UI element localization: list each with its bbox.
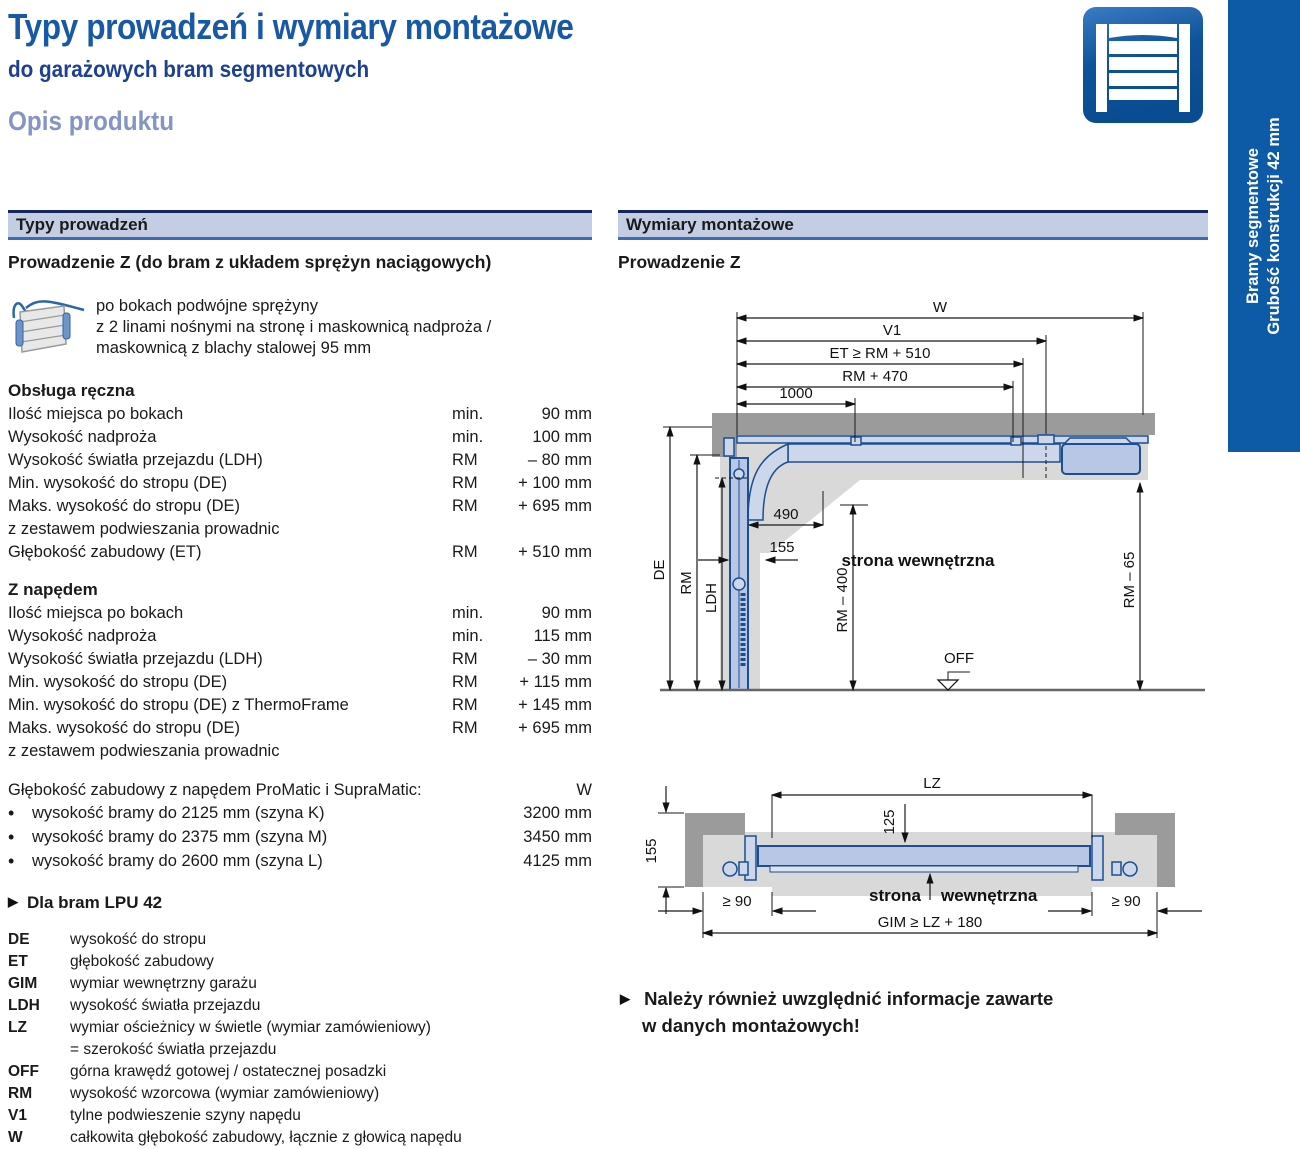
legend-key: OFF — [8, 1063, 39, 1080]
spec-label: z zestawem podwieszania prowadnic — [8, 742, 280, 760]
dim-ge90-left-label: ≥ 90 — [722, 893, 752, 910]
spec-value: + 510 mm — [518, 543, 592, 561]
spec-row — [8, 518, 592, 541]
legend-row — [8, 1017, 592, 1039]
icon-panel — [1109, 41, 1177, 54]
spec-label: Ilość miejsca po bokach — [8, 405, 184, 423]
off-label: OFF — [944, 650, 974, 667]
legend-row — [8, 929, 592, 951]
depth-label: wysokość bramy do 2600 mm (szyna L) — [32, 852, 323, 870]
track-hanger — [851, 437, 861, 445]
legend-desc: = szerokość światła przejazdu — [70, 1041, 277, 1058]
dim-gim-label: GIM ≥ LZ + 180 — [877, 914, 983, 931]
section-bar-track-types: Typy prowadzeń — [8, 210, 592, 240]
ceiling-clamp — [1038, 435, 1054, 444]
dim-w-label: W — [932, 299, 948, 316]
dim-v1-label: V1 — [882, 322, 902, 339]
icon-left-post — [1096, 24, 1107, 112]
bullet-icon — [8, 850, 32, 874]
depth-label: wysokość bramy do 2125 mm (szyna K) — [32, 804, 325, 822]
spec-label: Min. wysokość do stropu (DE) z ThermoFrame — [8, 696, 349, 714]
dim-rm65-label: RM – 65 — [1121, 551, 1138, 609]
off-flag — [948, 672, 970, 680]
spec-label: Ilość miejsca po bokach — [8, 604, 184, 622]
horizontal-track — [788, 444, 1060, 462]
intro-line: po bokach podwójne sprężyny — [96, 297, 318, 315]
legend-desc: wysokość do stropu — [70, 931, 207, 948]
dim-490-label: 490 — [773, 506, 799, 523]
spec-ref: RM — [452, 696, 478, 714]
spec-value: + 115 mm — [519, 673, 592, 691]
spec-value: + 695 mm — [518, 719, 592, 737]
spec-ref: RM — [452, 451, 478, 469]
lpu42-note — [8, 891, 592, 916]
left-roller-holder — [739, 862, 748, 875]
spec-label: Maks. wysokość do stropu (DE) — [8, 719, 240, 737]
spec-label: Maks. wysokość do stropu (DE) — [8, 497, 240, 515]
bullet-icon — [8, 826, 32, 850]
manual-heading: Obsługa ręczna — [8, 381, 135, 400]
legend-desc: całkowita głębokość zabudowy, łącznie z głowicą napędu — [70, 1129, 462, 1146]
mounting-note — [620, 986, 1053, 1038]
spec-ref — [452, 740, 504, 763]
dim-ldh-label: LDH — [703, 582, 720, 614]
door-leaf-plan — [758, 846, 1090, 866]
motor-head — [1062, 444, 1140, 474]
dim-rm-label: RM — [678, 571, 695, 595]
intro-block — [8, 294, 592, 365]
spec-value: – 80 mm — [527, 451, 592, 469]
legend-desc: wymiar wewnętrzny garażu — [70, 975, 257, 992]
legend-desc: wysokość wzorcowa (wymiar zamówieniowy) — [70, 1085, 380, 1102]
depth-unit: W — [576, 781, 592, 799]
depth-value: 3450 mm — [523, 828, 592, 846]
z-track-sketch-icon — [8, 294, 96, 365]
dim-et-label: ET ≥ RM + 510 — [829, 345, 931, 362]
spec-ref: RM — [452, 474, 478, 492]
right-roller-holder — [1112, 862, 1121, 875]
opening-band-step — [772, 887, 1092, 896]
intro-line: maskownicą z blachy stalowej 95 mm — [96, 339, 372, 357]
page-title: Typy prowadzeń i wymiary montażowe — [8, 6, 574, 47]
spec-ref: RM — [452, 543, 478, 561]
powered-heading: Z napędem — [8, 580, 98, 599]
spec-row — [8, 403, 592, 426]
legend-row — [8, 995, 592, 1017]
door-leaf-underband — [770, 866, 1078, 872]
page-subtitle: do garażowych bram segmentowych — [8, 56, 370, 82]
dim-1000-label: 1000 — [779, 385, 813, 402]
legend-row — [8, 1105, 592, 1127]
spec-row — [8, 648, 592, 671]
side-tab-line2: Grubość konstrukcji 42 mm — [1265, 117, 1283, 335]
dim-155-plan-label: 155 — [643, 838, 660, 864]
depth-row — [8, 850, 592, 874]
abbreviation-legend — [8, 929, 592, 1149]
spec-label: Min. wysokość do stropu (DE) — [8, 673, 228, 691]
depth-label: wysokość bramy do 2375 mm (szyna M) — [32, 828, 328, 846]
sketch-left-track — [16, 320, 23, 346]
left-column — [8, 210, 592, 1149]
mounting-note-line2: w danych montażowych! — [642, 1015, 860, 1036]
legend-desc: głębokość zabudowy — [70, 953, 214, 970]
depth-row — [8, 826, 592, 850]
spec-row — [8, 541, 592, 564]
spec-value — [504, 518, 592, 541]
spec-row — [8, 449, 592, 472]
inner-side-word2: wewnętrzna — [941, 886, 1038, 905]
spec-label: Wysokość nadproża — [8, 627, 157, 645]
spec-label: Min. wysokość do stropu (DE) — [8, 474, 228, 492]
intro-text — [96, 294, 491, 365]
off-ground-symbol — [938, 680, 958, 690]
spec-ref — [452, 518, 504, 541]
icon-panel — [1109, 57, 1177, 70]
garage-door-pictogram — [1083, 7, 1203, 123]
spec-value: 100 mm — [532, 428, 592, 446]
top-roller-bracket — [724, 438, 734, 456]
spec-ref: min. — [452, 627, 484, 645]
spec-value: + 100 mm — [518, 474, 592, 492]
dim-125-label: 125 — [881, 809, 898, 835]
spec-ref: RM — [452, 673, 478, 691]
spec-label: Wysokość światła przejazdu (LDH) — [8, 451, 263, 469]
spec-label: Wysokość nadproża — [8, 428, 157, 446]
spec-value: 90 mm — [541, 405, 592, 423]
left-roller — [723, 862, 737, 876]
spec-row — [8, 694, 592, 717]
section-bar-mounting-dims: Wymiary montażowe — [618, 210, 1208, 240]
dim-lz-label: LZ — [923, 775, 941, 792]
right-frame-bracket — [1092, 836, 1103, 880]
dim-ge90-right-label: ≥ 90 — [1111, 893, 1141, 910]
spec-ref: min. — [452, 604, 484, 622]
legend-key: RM — [8, 1085, 33, 1102]
mounting-z-subheading: Prowadzenie Z — [618, 252, 741, 272]
side-tab-line1: Bramy segmentowe — [1244, 148, 1262, 304]
legend-key: ET — [8, 953, 28, 970]
spec-label: z zestawem podwieszania prowadnic — [8, 520, 280, 538]
spec-row — [8, 472, 592, 495]
legend-row — [8, 1127, 592, 1149]
legend-key: V1 — [8, 1107, 27, 1124]
legend-row — [8, 973, 592, 995]
inner-side-label: strona wewnętrzna — [841, 551, 995, 570]
spec-value: + 695 mm — [518, 497, 592, 515]
dim-155-label: 155 — [769, 539, 795, 556]
sketch-right-track — [63, 313, 70, 339]
side-tab-text — [1243, 117, 1285, 334]
dim-rm470-label: RM + 470 — [842, 368, 908, 385]
right-roller — [1123, 862, 1137, 876]
legend-row — [8, 951, 592, 973]
spec-row — [8, 671, 592, 694]
legend-key: W — [8, 1129, 23, 1146]
spec-label: Głębokość zabudowy (ET) — [8, 543, 202, 561]
garage-door-icon — [1083, 7, 1203, 128]
spec-row — [8, 717, 592, 740]
icon-right-post — [1179, 24, 1190, 112]
legend-desc: tylne podwieszenie szyny napędu — [70, 1107, 301, 1124]
spec-ref: RM — [452, 719, 478, 737]
lpu42-note-text: Dla bram LPU 42 — [27, 893, 163, 912]
track-z-subheading: Prowadzenie Z (do bram z układem sprężyn naciągowych) — [8, 252, 492, 272]
icon-panel — [1109, 73, 1177, 86]
spec-row — [8, 602, 592, 625]
icon-panel — [1109, 89, 1177, 100]
legend-key: GIM — [8, 975, 38, 992]
legend-key — [8, 1039, 70, 1061]
spec-value: 115 mm — [533, 627, 592, 645]
spec-row — [8, 495, 592, 518]
mounting-note-line1: Należy również uwzględnić informacje zawarte — [644, 988, 1054, 1009]
spec-ref: RM — [452, 497, 478, 515]
depth-heading: Głębokość zabudowy z napędem ProMatic i SupraMatic: — [8, 781, 422, 799]
dim-de-label: DE — [651, 559, 668, 581]
spec-label: Wysokość światła przejazdu (LDH) — [8, 650, 263, 668]
intro-line: z 2 linami nośnymi na stronę i maskownicą nadproża / — [96, 318, 492, 336]
depth-block — [8, 779, 592, 874]
plan-view-diagram — [618, 770, 1210, 955]
spec-ref: RM — [452, 650, 478, 668]
spec-ref: min. — [452, 405, 484, 423]
section-heading: Opis produktu — [8, 106, 175, 136]
ceiling — [712, 413, 1155, 435]
side-tab — [1228, 0, 1300, 452]
legend-desc: wymiar ościeżnicy w świetle (wymiar zamówieniowy) — [70, 1019, 431, 1036]
spec-row — [8, 426, 592, 449]
legend-key: LZ — [8, 1019, 27, 1036]
legend-desc: górna krawędź gotowej / ostatecznej posadzki — [70, 1063, 387, 1080]
depth-row — [8, 802, 592, 826]
door-roller — [733, 578, 745, 590]
inner-side-word1: strona — [869, 886, 921, 905]
right-column — [618, 210, 1208, 1130]
depth-value: 4125 mm — [523, 852, 592, 870]
side-view-diagram — [618, 288, 1208, 712]
legend-key: DE — [8, 931, 30, 948]
depth-header-row — [8, 779, 592, 802]
spec-ref: min. — [452, 428, 484, 446]
legend-row — [8, 1061, 592, 1083]
legend-row — [8, 1083, 592, 1105]
spec-value: + 145 mm — [518, 696, 592, 714]
legend-key: LDH — [8, 997, 40, 1014]
spec-value: 90 mm — [541, 604, 592, 622]
dim-rm400-label: RM – 400 — [834, 567, 851, 633]
spec-row — [8, 740, 592, 763]
spec-value: – 30 mm — [527, 650, 592, 668]
spec-value — [504, 740, 592, 763]
legend-desc: wysokość światła przejazdu — [70, 997, 261, 1014]
depth-value: 3200 mm — [523, 804, 592, 822]
spec-row — [8, 625, 592, 648]
legend-row — [8, 1039, 592, 1061]
bullet-icon — [8, 802, 32, 826]
